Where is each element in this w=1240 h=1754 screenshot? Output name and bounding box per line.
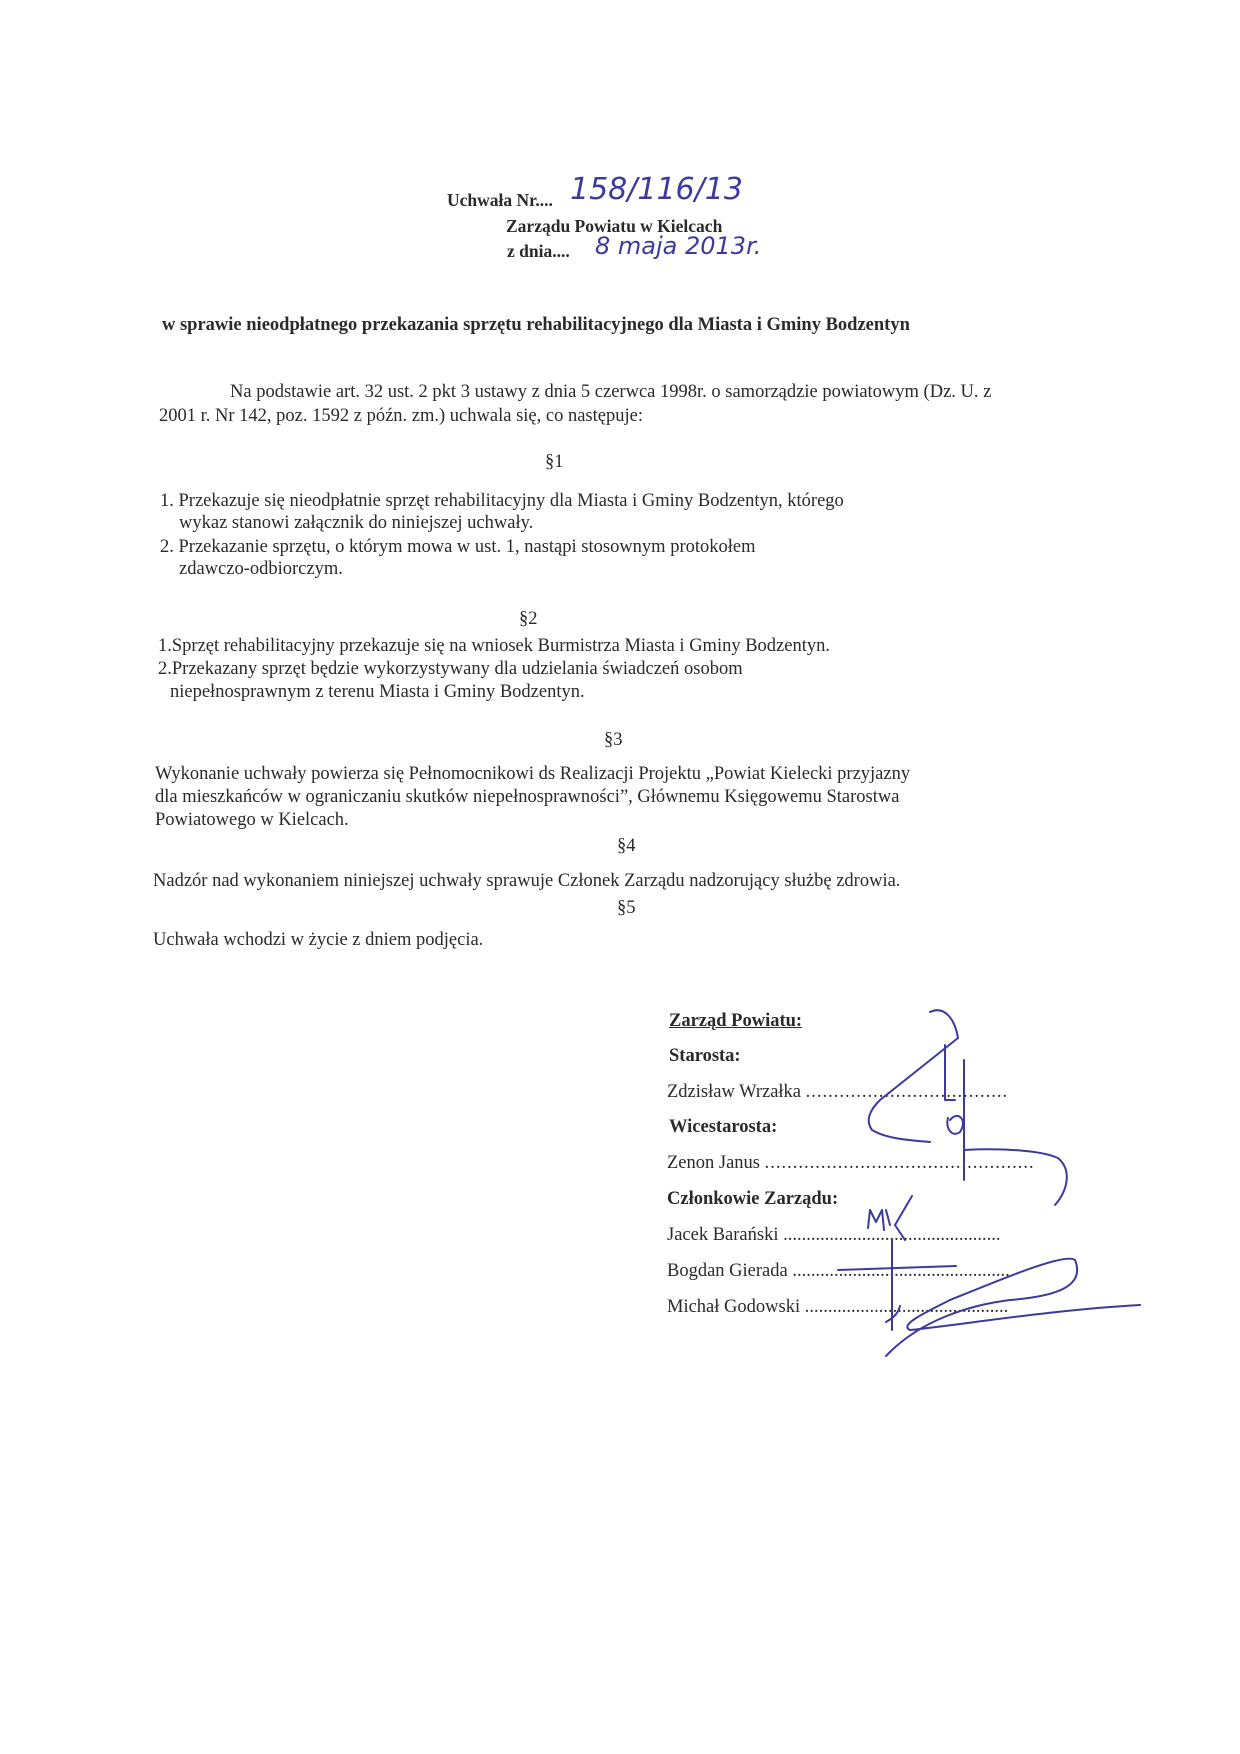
starosta-name: Zdzisław Wrzałka [667, 1082, 802, 1102]
section-1-point-2-line-1: 2. Przekazanie sprzętu, o którym mowa w ust. 1, nastąpi stosownym protokołem [160, 537, 756, 557]
member-row [667, 1297, 1008, 1318]
section-2-point-2-line-1: 2.Przekazany sprzęt będzie wykorzystywany dla udzielania świadczeń osobom [158, 659, 743, 679]
section-1-point-1-line-1: 1. Przekazuje się nieodpłatnie sprzęt rehabilitacyjny dla Miasta i Gminy Bodzentyn, którego [160, 491, 844, 511]
section-1-heading: §1 [545, 452, 564, 472]
member-row [667, 1261, 1010, 1282]
starosta-row [667, 1082, 1008, 1103]
section-1-point-1-line-2: wykaz stanowi załącznik do niniejszej uchwały. [179, 513, 534, 533]
resolution-number-handwritten: 158/116/13 [570, 172, 743, 207]
wicestarosta-row [667, 1153, 1035, 1174]
section-3-line-3: Powiatowego w Kielcach. [155, 810, 349, 830]
wicestarosta-dots: ................................................ [764, 1153, 1035, 1173]
preamble-line-2: 2001 r. Nr 142, poz. 1592 z późn. zm.) uchwala się, co następuje: [159, 406, 643, 426]
wicestarosta-name: Zenon Janus [667, 1153, 760, 1173]
board-heading: Zarząd Powiatu: [669, 1011, 803, 1031]
issuer-name: Zarządu Powiatu w Kielcach [506, 216, 723, 236]
section-4-text: Nadzór nad wykonaniem niniejszej uchwały sprawuje Członek Zarządu nadzorujący służbę zdrowia. [153, 871, 901, 891]
section-2-point-2-line-2: niepełnosprawnym z terenu Miasta i Gminy Bodzentyn. [170, 682, 585, 702]
resolution-subject: w sprawie nieodpłatnego przekazania sprzętu rehabilitacyjnego dla Miasta i Gminy Bodzentyn [162, 315, 910, 335]
wicestarosta-label: Wicestarosta: [669, 1117, 778, 1137]
member-dots: ............................................ [804, 1297, 1009, 1317]
title-dots: .... [535, 190, 553, 210]
section-3-line-1: Wykonanie uchwały powierza się Pełnomocnikowi ds Realizacji Projektu „Powiat Kielecki przyjazny [155, 764, 911, 784]
section-2-point-1: 1.Sprzęt rehabilitacyjny przekazuje się na wniosek Burmistrza Miasta i Gminy Bodzentyn. [158, 636, 830, 656]
section-1-point-2-line-2: zdawczo-odbiorczym. [179, 559, 343, 579]
member-dots: ............................................... [783, 1225, 1001, 1245]
preamble-line-1: Na podstawie art. 32 ust. 2 pkt 3 ustawy z dnia 5 czerwca 1998r. o samorządzie powiatowym (Dz. U. z [230, 382, 992, 402]
resolution-title [447, 190, 553, 211]
member-row [667, 1225, 1000, 1246]
resolution-date [507, 241, 570, 262]
member-dots: ............................................... [792, 1261, 1010, 1281]
section-2-heading: §2 [519, 609, 538, 629]
section-3-line-2: dla mieszkańców w ograniczaniu skutków niepełnosprawności”, Głównemu Księgowemu Starostwa [155, 787, 900, 807]
date-prefix: z dnia [507, 241, 553, 261]
member-name: Michał Godowski [667, 1297, 801, 1317]
starosta-label: Starosta: [669, 1046, 741, 1066]
section-5-heading: §5 [617, 898, 636, 918]
title-prefix: Uchwała Nr [447, 190, 536, 210]
members-label: Członkowie Zarządu: [667, 1189, 839, 1209]
member-name: Jacek Barański [667, 1225, 779, 1245]
section-3-heading: §3 [604, 730, 623, 750]
section-4-heading: §4 [617, 836, 636, 856]
date-dots: .... [552, 241, 570, 261]
starosta-signature [869, 1010, 958, 1142]
starosta-dots: .................................... [805, 1082, 1009, 1102]
resolution-date-handwritten: 8 maja 2013r. [595, 232, 762, 260]
section-5-text: Uchwała wchodzi w życie z dniem podjęcia. [153, 930, 484, 950]
member-name: Bogdan Gierada [667, 1261, 788, 1281]
